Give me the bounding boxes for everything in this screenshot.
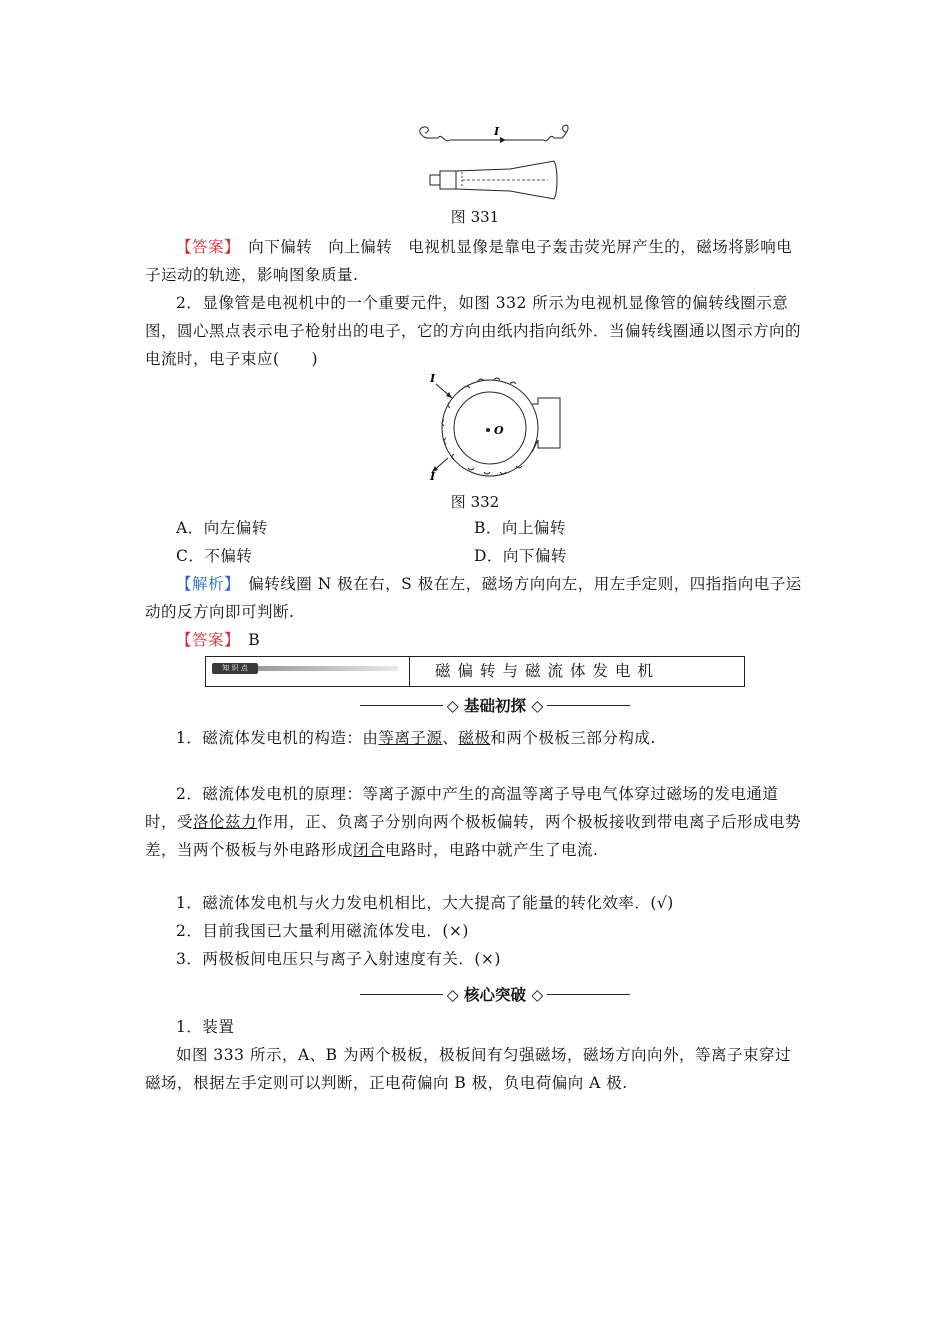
section-title-core [360,982,630,1006]
figure-332-current-label-bottom: I [430,470,436,482]
underlined-term: 等离子源 [378,729,443,747]
text-run: 电路时，电路中就产生了电流. [385,841,599,859]
figure-332-caption: 图 332 [450,493,500,511]
option-d: D．向下偏转 [474,547,567,565]
judge-3: 3．两极板间电压只与离子入射速度有关．(×) [176,950,501,968]
core-heading-1: 1．装置 [176,1018,235,1036]
answer-2-tag: 【答案】 [176,631,233,649]
section-rule-left [360,705,443,706]
basics-paragraph-1 [145,724,805,752]
text-run: 2．磁流体发电机的原理：等离子源中产生的高温等离子导电气体穿过磁场的发电通道时，受 [145,785,779,831]
figure-332-center-label: O [494,424,504,437]
answer-1 [145,233,805,289]
analysis-tag: 【解析】 [176,575,233,593]
basics-paragraph-2 [145,780,805,864]
text-run: 和两个极板三部分构成. [490,729,656,747]
knowledge-point-label-area [206,657,410,686]
knowledge-point-underline [206,686,301,687]
underlined-term: 磁极 [458,729,491,747]
figure-331-picture-tube [416,120,576,200]
question-2: 2．显像管是电视机中的一个重要元件，如图 332 所示为电视机显像管的偏转线圈示意图，圆心黑点表示电子枪射出的电子，它的方向由纸内指向纸外．当偏转线圈通以图示方向的电流时，电子束应( ) [145,294,802,368]
answer-2-text: B [232,631,261,649]
text-run: 、 [442,729,459,747]
section-title-text: ◇ 基础初探 ◇ [446,697,544,715]
core-paragraph-1: 如图 333 所示，A、B 为两个极板，极板间有匀强磁场，磁场方向向外，等离子束穿过磁场，根据左手定则可以判断，正电荷偏向 B 极，负电荷偏向 A 极. [145,1046,791,1092]
figure-332-current-label-top: I [430,372,436,385]
judge-1: 1．磁流体发电机与火力发电机相比，大大提高了能量的转化效率．(√) [176,894,674,912]
figure-332-deflection-coil [420,368,570,482]
knowledge-point-bar [258,666,398,671]
option-a: A．向左偏转 [176,519,268,537]
analysis [145,570,805,626]
section-rule-right [547,994,630,995]
underlined-term: 闭合 [353,841,386,859]
knowledge-point-title: 磁偏转与磁流体发电机 [435,662,661,680]
knowledge-point-badge: 知 识 点 [212,663,258,674]
answer-2 [176,626,260,654]
section-rule-right [547,705,630,706]
figure-331-current-label: I [494,125,500,138]
answer-tag: 【答案】 [176,238,233,256]
knowledge-point-box [205,656,745,687]
section-title-basics [360,693,630,717]
option-c: C．不偏转 [176,547,253,565]
text-run: 作用，正、负离子分别向两个极板偏转，两个极板接收到带电离子后形成电势差，当两个极板与外电路形成 [145,813,802,859]
section-title-text: ◇ 核心突破 ◇ [446,986,544,1004]
text-run: 1．磁流体发电机的构造：由 [176,729,379,747]
underlined-term: 洛伦兹力 [193,813,258,831]
answer-1-text: 向下偏转 向上偏转 电视机显像是靠电子轰击荧光屏产生的，磁场将影响电子运动的轨迹，影响图象质量. [145,238,793,284]
figure-331-caption: 图 331 [450,208,500,226]
judge-2: 2．目前我国已大量利用磁流体发电．(×) [176,922,469,940]
section-rule-left [360,994,443,995]
option-b: B．向上偏转 [474,519,566,537]
analysis-text: 偏转线圈 N 极在右，S 极在左，磁场方向向左，用左手定则，四指指向电子运动的反方向即可判断. [145,575,802,621]
